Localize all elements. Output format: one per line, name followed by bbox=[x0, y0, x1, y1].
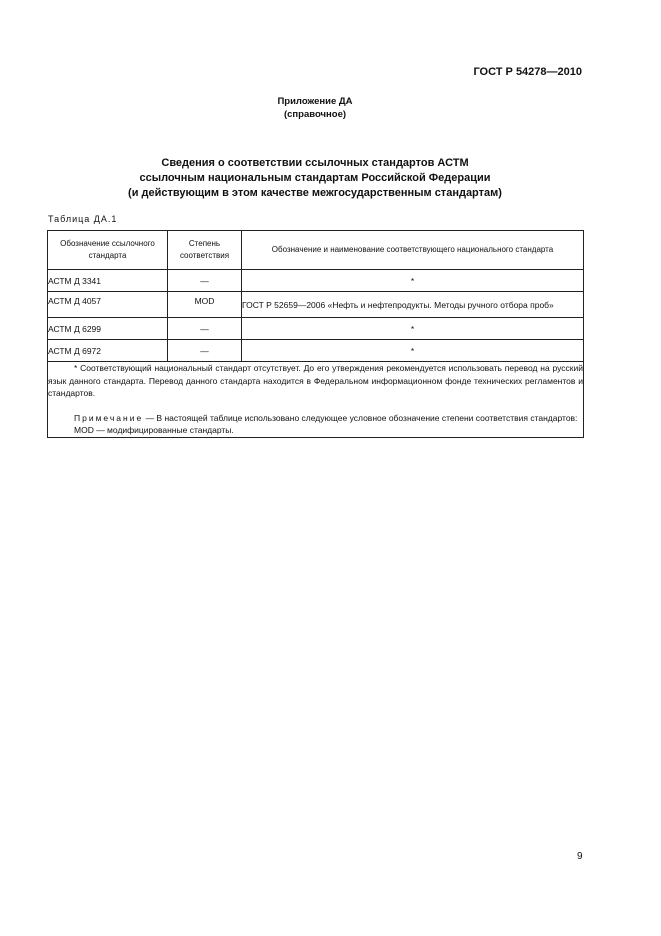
cell-degree: — bbox=[168, 270, 242, 292]
table-footer bbox=[48, 362, 584, 438]
table-label: Таблица ДА.1 bbox=[48, 214, 118, 224]
column-header-degree: Степень соответствия bbox=[168, 231, 242, 270]
table-header-row bbox=[48, 231, 584, 270]
document-code: ГОСТ Р 54278—2010 bbox=[473, 66, 582, 78]
heading-line-1: Сведения о соответствии ссылочных стандартов АСТМ bbox=[161, 157, 469, 169]
footnote: * Соответствующий национальный стандарт отсутствует. До его утверждения рекомендуется использовать перевод на русский язык данного стандарта. Перевод данного стандарта находится в Федеральном информационном фонде технических регламентов и стандартов. bbox=[48, 363, 583, 398]
cell-national-standard: * bbox=[242, 318, 584, 340]
section-heading bbox=[0, 156, 630, 201]
heading-line-3: (и действующим в этом качестве межгосударственным стандартам) bbox=[128, 187, 502, 199]
appendix-heading bbox=[0, 95, 630, 121]
cell-degree: — bbox=[168, 318, 242, 340]
table-row bbox=[48, 340, 584, 362]
correspondence-table bbox=[47, 230, 584, 438]
table-row bbox=[48, 270, 584, 292]
cell-national-standard: * bbox=[242, 270, 584, 292]
table-row bbox=[48, 318, 584, 340]
table-footer-row bbox=[48, 362, 584, 438]
cell-national-standard: * bbox=[242, 340, 584, 362]
appendix-type: (справочное) bbox=[283, 109, 347, 120]
column-header-reference: Обозначение ссылочного стандарта bbox=[48, 231, 168, 270]
cell-degree: — bbox=[168, 340, 242, 362]
note-text: — В настоящей таблице использовано следующее условное обозначение степени соответствия стандартов: bbox=[143, 412, 578, 423]
cell-degree: MOD bbox=[168, 292, 242, 318]
column-header-national: Обозначение и наименование соответствующего национального стандарта bbox=[242, 231, 584, 270]
appendix-title: Приложение ДА bbox=[277, 96, 353, 107]
note-label: Примечание bbox=[74, 412, 144, 423]
cell-reference-code: АСТМ Д 3341 bbox=[48, 270, 168, 292]
cell-reference-code: АСТМ Д 6972 bbox=[48, 340, 168, 362]
cell-reference-code: АСТМ Д 6299 bbox=[48, 318, 168, 340]
note-abbreviation: MOD — модифицированные стандарты. bbox=[74, 425, 234, 435]
page-number: 9 bbox=[577, 851, 583, 862]
note bbox=[48, 412, 583, 425]
cell-reference-code: АСТМ Д 4057 bbox=[48, 292, 168, 318]
cell-national-standard: ГОСТ Р 52659—2006 «Нефть и нефтепродукты. Методы ручного отбора проб» bbox=[242, 292, 584, 318]
table-row bbox=[48, 292, 584, 318]
heading-line-2: ссылочным национальным стандартам Российской Федерации bbox=[139, 172, 491, 184]
